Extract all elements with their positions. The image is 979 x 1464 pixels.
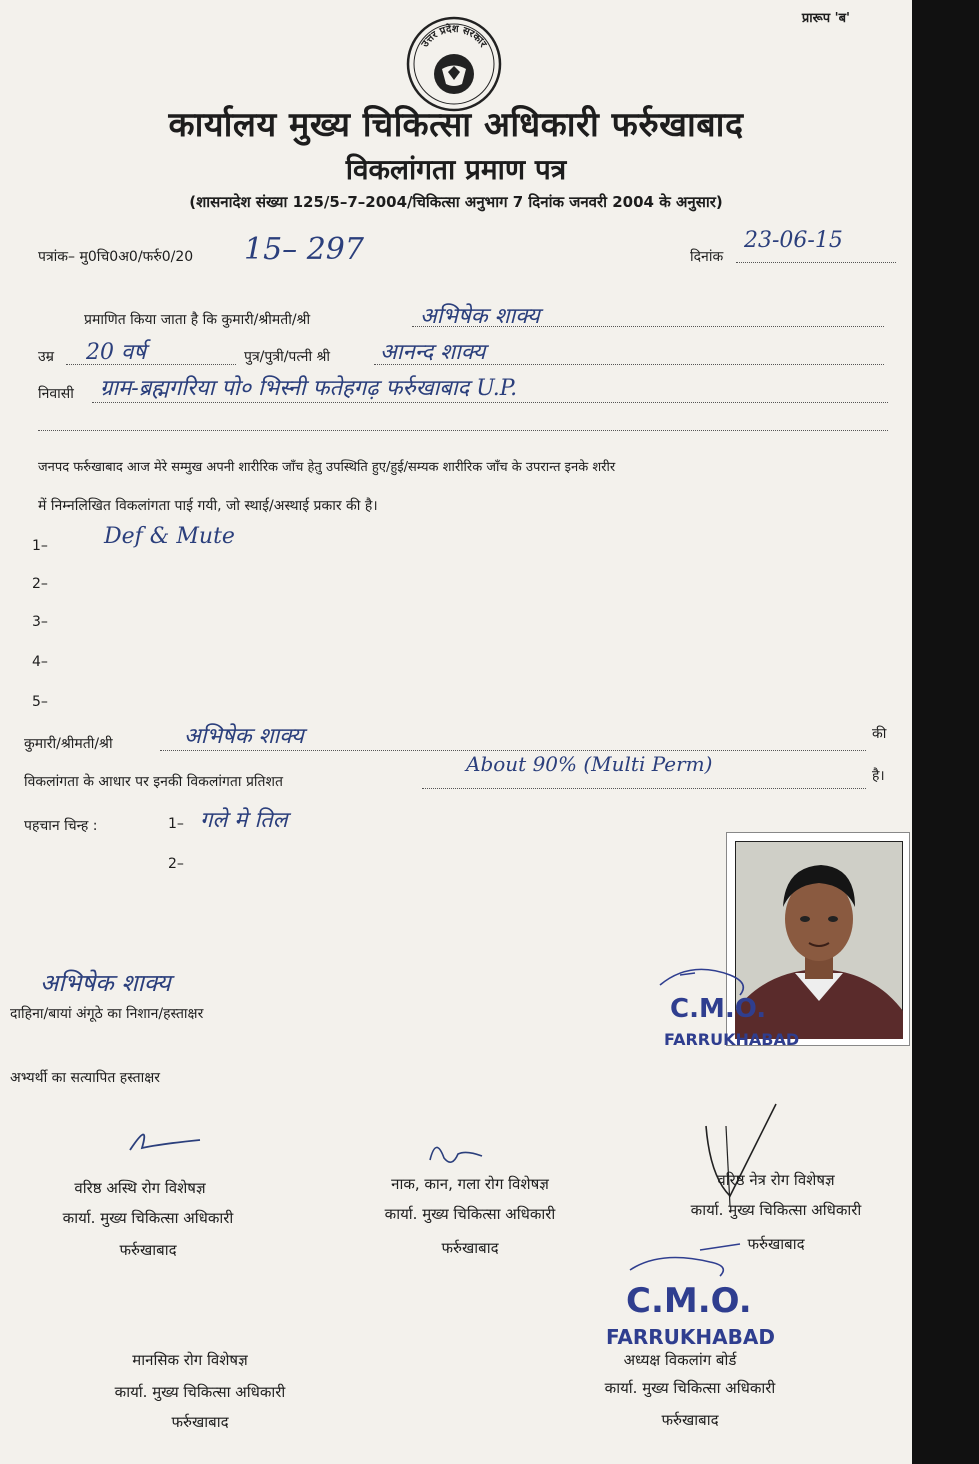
date-dotted-line — [736, 262, 896, 263]
specialist-city: फर्रुखाबाद — [441, 1239, 499, 1257]
disability-number: 4– — [32, 654, 48, 670]
applicant-signature: अभिषेक शाक्य — [40, 969, 171, 997]
thumb-label: दाहिना/बायां अंगूठे का निशान/हस्ताक्षर — [10, 1006, 204, 1022]
address-dotted-line — [92, 402, 888, 403]
person-name: अभिषेक शाक्य — [420, 304, 540, 329]
specialist-title: वरिष्ठ नेत्र रोग विशेषज्ञ — [717, 1171, 835, 1189]
stamp-line-2: FARRUKHABAD — [664, 1030, 800, 1049]
certificate-title: विकलांगता प्रमाण पत्र — [345, 153, 567, 186]
specialist-title: मानसिक रोग विशेषज्ञ — [132, 1351, 248, 1369]
percentage-basis-label: विकलांगता के आधार पर इनकी विकलांगता प्रतिशत — [24, 774, 284, 790]
reference-label: पत्रांक– मु0चि0अ0/फर्रु0/20 — [38, 249, 194, 265]
date-label: दिनांक — [690, 249, 724, 265]
statement-line-1: जनपद फर्रुखाबाद आज मेरे सम्मुख अपनी शारीरिक जाँच हेतु उपस्थिति हुए/हुई/सम्यक शारीरिक जाँच के उपरान्त इनके शरीर — [38, 460, 616, 475]
specialist-office: कार्या. मुख्य चिकित्सा अधिकारी — [62, 1209, 234, 1227]
stamp-line-1: C.M.O. — [626, 1281, 752, 1321]
verified-signature-label: अभ्यर्थी का सत्यापित हस्ताक्षर — [10, 1070, 161, 1086]
relation-label: पुत्र/पुत्री/पत्नी श्री — [244, 349, 331, 365]
office-title: कार्यालय मुख्य चिकित्सा अधिकारी फर्रुखाबाद — [168, 105, 744, 145]
stamp-line-1: C.M.O. — [670, 994, 767, 1024]
identification-label: पहचान चिन्ह : — [24, 818, 98, 834]
specialist-title: नाक, कान, गला रोग विशेषज्ञ — [391, 1175, 549, 1193]
percentage-dotted-line — [422, 788, 866, 789]
date-value: 23-06-15 — [744, 228, 843, 253]
emblem-text: उत्तर प्रदेश सरकार — [419, 23, 489, 50]
scan-background — [912, 0, 979, 1464]
percentage-value: About 90% (Multi Perm) — [466, 752, 713, 776]
identification-number: 2– — [168, 856, 184, 872]
disability-text: Def & Mute — [104, 524, 235, 549]
percentage-name-dotted-line — [160, 750, 866, 751]
stamp-line-2: FARRUKHABAD — [606, 1325, 775, 1349]
disability-number: 5– — [32, 694, 48, 710]
identification-number: 1– — [168, 816, 184, 832]
specialist-office: कार्या. मुख्य चिकित्सा अधिकारी — [114, 1383, 286, 1401]
specialist-city: फर्रुखाबाद — [747, 1235, 805, 1253]
percentage-name: अभिषेक शाक्य — [184, 724, 304, 749]
specialist-title: अध्यक्ष विकलांग बोर्ड — [623, 1351, 737, 1369]
age-label: उम्र — [38, 349, 55, 365]
cmo-stamp — [650, 955, 800, 1055]
ki-text: की — [872, 726, 887, 742]
address-value: ग्राम-ब्रह्मगरिया पो० भिस्नी फतेहगढ़ फर्रुखाबाद U.P. — [100, 376, 518, 401]
address-dotted-line-2 — [38, 430, 888, 431]
father-name: आनन्द शाक्य — [380, 340, 486, 365]
government-order: (शासनादेश संख्या 125/5–7–2004/चिकित्सा अनुभाग 7 दिनांक जनवरी 2004 के अनुसार) — [189, 193, 723, 211]
percentage-title-label: कुमारी/श्रीमती/श्री — [24, 736, 113, 752]
specialist-title: वरिष्ठ अस्थि रोग विशेषज्ञ — [74, 1179, 206, 1197]
certified-label: प्रमाणित किया जाता है कि कुमारी/श्रीमती/श्री — [84, 312, 311, 328]
specialist-city: फर्रुखाबाद — [119, 1241, 177, 1259]
specialist-city: फर्रुखाबाद — [171, 1413, 229, 1431]
disability-number: 3– — [32, 614, 48, 630]
hai-text: है। — [872, 768, 885, 784]
specialist-office: कार्या. मुख्य चिकित्सा अधिकारी — [604, 1379, 776, 1397]
up-government-emblem — [404, 14, 504, 114]
disability-number: 1– — [32, 538, 48, 554]
specialist-city: फर्रुखाबाद — [661, 1411, 719, 1429]
residence-label: निवासी — [38, 386, 74, 402]
identification-text: गले मे तिल — [200, 808, 288, 833]
ent-signature — [422, 1130, 502, 1175]
reference-number: 15– 297 — [244, 232, 364, 267]
form-label: प्रारूप 'ब' — [801, 11, 850, 26]
specialist-office: कार्या. मुख्य चिकित्सा अधिकारी — [690, 1201, 862, 1219]
disability-number: 2– — [32, 576, 48, 592]
age-value: 20 वर्ष — [86, 340, 146, 365]
specialist-office: कार्या. मुख्य चिकित्सा अधिकारी — [384, 1205, 556, 1223]
ortho-signature — [120, 1110, 210, 1160]
statement-line-2: में निम्नलिखित विकलांगता पाई गयी, जो स्थाई/अस्थाई प्रकार की है। — [38, 498, 378, 514]
